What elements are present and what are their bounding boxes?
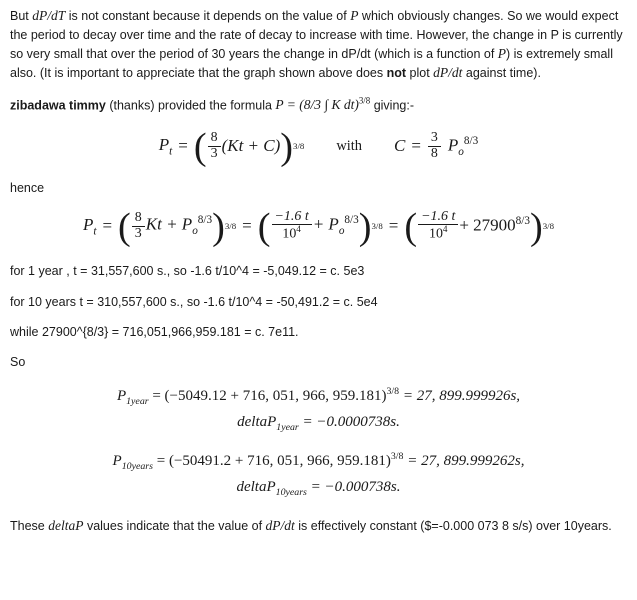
eq2-equals-1: = bbox=[102, 215, 113, 235]
text-fragment: which obviously changes. So we would expect the period to decay over time and the rate of decay to increase with time. However, the change in P is currently so very small that over the period of 30 years the change in dP/dt (which is a function of bbox=[10, 9, 623, 61]
eq3-delta-lhs bbox=[237, 414, 299, 434]
eq2-frac-16t-10e4-b bbox=[418, 210, 458, 243]
eq2-lhs-sub: t bbox=[93, 225, 97, 238]
eq2-frac2-num: −1.6 t bbox=[272, 210, 312, 226]
inline-math-dpdt: dP/dT bbox=[32, 8, 66, 23]
eq1-rhs-group bbox=[193, 125, 305, 168]
text-fragment: is effectively constant ($=-0.000 073 8 s/s) over 10years. bbox=[294, 519, 612, 534]
paragraph-conclusion bbox=[10, 516, 627, 536]
open-paren: ( bbox=[257, 205, 271, 248]
eq2-equals-3: = bbox=[388, 215, 399, 235]
eq2-term3-exp: 8/3 bbox=[515, 215, 531, 228]
paragraph-attribution bbox=[10, 95, 627, 115]
eq3-line2 bbox=[10, 412, 627, 435]
eq4-delta-sub: 10years bbox=[275, 487, 307, 499]
eq4-delta-lhs bbox=[236, 479, 307, 499]
eq1-with-label: with bbox=[336, 137, 362, 154]
eq1-po-sub: o bbox=[458, 145, 464, 158]
eq2-term-2 bbox=[257, 205, 383, 248]
inline-math-dpdt-3: dP/dt bbox=[265, 518, 295, 534]
eq1-po-exp: 8/3 bbox=[463, 134, 479, 147]
eq1-lhs-sub: t bbox=[169, 145, 173, 158]
eq2-lhs bbox=[83, 213, 97, 240]
close-paren: ) bbox=[530, 205, 543, 248]
text-ten-years: for 10 years t = 310,557,600 s., so -1.6 t/10^4 = -50,491.2 = c. 5e4 bbox=[10, 294, 378, 309]
paragraph-so bbox=[10, 353, 627, 371]
eq2-term3-plus bbox=[459, 213, 530, 238]
eq1-po-var: P bbox=[447, 135, 459, 155]
eq2-lhs-var: P bbox=[82, 214, 94, 234]
equation-pt-expansion bbox=[10, 205, 627, 248]
close-paren: ) bbox=[280, 125, 294, 168]
author-name: zibadawa timmy bbox=[10, 98, 106, 113]
eq4-tail: = 27, 899.999262s, bbox=[407, 452, 525, 469]
text-hence: hence bbox=[10, 181, 45, 196]
eq4-exponent: 3/8 bbox=[390, 450, 404, 462]
eq2-term2-sub: o bbox=[338, 225, 345, 238]
eq1-fraction-3-8 bbox=[428, 131, 441, 161]
eq2-frac-8-3 bbox=[132, 211, 145, 241]
eq4-line1 bbox=[10, 450, 627, 474]
eq2-frac-16t-10e4 bbox=[272, 210, 312, 243]
eq1-c-frac-den: 8 bbox=[430, 145, 438, 161]
open-paren: ( bbox=[193, 125, 207, 168]
eq2-frac3-den-base: 10 bbox=[428, 226, 443, 242]
text-fragment: against time). bbox=[462, 66, 541, 81]
eq4-delta-tail: = −0.000738s. bbox=[310, 479, 401, 496]
open-paren: ( bbox=[404, 205, 418, 248]
eq1-frac-num: 8 bbox=[208, 131, 221, 147]
equation-row bbox=[10, 205, 627, 248]
equation-p-1year bbox=[10, 385, 627, 436]
eq4-delta-var: deltaP bbox=[236, 479, 276, 496]
eq2-frac2-den bbox=[272, 225, 312, 242]
text-fragment: ) is extremely small also. (It is important to appreciate that the graph shown above does bbox=[10, 46, 613, 81]
eq2-frac3-den bbox=[418, 225, 458, 242]
eq2-frac2-den-base: 10 bbox=[282, 226, 297, 242]
eq2-term3-outer-exp: 3/8 bbox=[542, 220, 555, 231]
eq2-term-1 bbox=[118, 205, 237, 248]
close-paren: ) bbox=[212, 205, 225, 248]
eq2-term3-text: + 27900 bbox=[459, 216, 516, 236]
eq2-term1-body bbox=[146, 212, 212, 239]
eq1-equals: = bbox=[178, 135, 188, 155]
eq2-term1-exp: 8/3 bbox=[197, 214, 213, 227]
eq3-lhs-sub: 1year bbox=[126, 395, 149, 407]
eq1-c-equals: = bbox=[411, 135, 421, 155]
inline-formula-exponent: 3/8 bbox=[358, 95, 371, 106]
inline-math-p-2: P bbox=[497, 45, 507, 61]
eq4-body: = (−50491.2 + 716, 051, 966, 959.181) bbox=[156, 452, 391, 469]
eq1-inner: (Kt + C) bbox=[221, 135, 281, 155]
inline-formula-body: P = (8/3 ∫ K dt) bbox=[275, 97, 359, 113]
paragraph-ten-years bbox=[10, 293, 627, 311]
eq1-frac-den: 3 bbox=[210, 145, 218, 161]
paragraph-constant-value bbox=[10, 323, 627, 341]
text-one-year: for 1 year , t = 31,557,600 s., so -1.6 t/10^4 = -5,049.12 = c. 5e3 bbox=[10, 264, 365, 279]
eq3-lhs-var: P bbox=[116, 387, 127, 404]
eq2-frac2-den-exp: 4 bbox=[296, 224, 301, 235]
eq2-term1-text: Kt + P bbox=[145, 215, 193, 235]
eq4-line2 bbox=[10, 477, 627, 500]
paragraph-one-year bbox=[10, 262, 627, 280]
eq3-lhs bbox=[116, 387, 149, 407]
text-fragment: But bbox=[10, 9, 33, 23]
eq2-term2-exp: 8/3 bbox=[344, 214, 359, 227]
paragraph-hence bbox=[10, 179, 627, 197]
eq3-line1 bbox=[10, 385, 627, 409]
eq1-lhs-var: P bbox=[158, 134, 170, 154]
open-paren: ( bbox=[118, 205, 131, 248]
equation-pt-definition bbox=[10, 125, 627, 168]
eq2-term2-outer-exp: 3/8 bbox=[371, 220, 383, 231]
eq2-frac3-num: −1.6 t bbox=[418, 210, 458, 226]
eq4-lhs-var: P bbox=[112, 452, 122, 469]
equation-p-10years bbox=[10, 450, 627, 501]
inline-math-dpdt-2: dP/dt bbox=[433, 65, 463, 81]
text-fragment: plot bbox=[406, 66, 434, 81]
inline-math-deltap: deltaP bbox=[48, 518, 84, 534]
text-so: So bbox=[10, 354, 26, 369]
paragraph-dpdt-not-constant bbox=[10, 6, 627, 83]
emphasis-not: not bbox=[386, 66, 407, 81]
text-fragment: (thanks) provided the formula bbox=[105, 98, 276, 113]
equation-row bbox=[10, 125, 627, 168]
eq2-term-3 bbox=[404, 205, 555, 248]
eq3-body: = (−5049.12 + 716, 051, 966, 959.181) bbox=[152, 387, 387, 404]
eq3-tail: = 27, 899.999926s, bbox=[402, 387, 521, 404]
inline-formula-integral bbox=[275, 97, 370, 112]
eq2-term2-plus bbox=[313, 212, 359, 239]
eq2-equals-2: = bbox=[242, 215, 252, 235]
inline-math-p: P bbox=[350, 8, 359, 23]
eq4-lhs-sub: 10years bbox=[121, 460, 153, 472]
close-paren: ) bbox=[358, 205, 372, 248]
text-fragment: values indicate that the value of bbox=[83, 519, 266, 534]
eq1-c-frac-num: 3 bbox=[428, 131, 441, 147]
eq4-lhs bbox=[112, 452, 153, 472]
eq1-lhs bbox=[159, 133, 173, 160]
eq2-frac3-den-exp: 4 bbox=[442, 224, 448, 235]
eq2-frac-den: 3 bbox=[134, 225, 142, 241]
eq1-exponent: 3/8 bbox=[293, 140, 305, 151]
eq3-delta-sub: 1year bbox=[276, 422, 299, 434]
eq3-delta-var: deltaP bbox=[237, 414, 277, 431]
text-fragment: These bbox=[10, 519, 49, 534]
eq1-po-term bbox=[448, 133, 478, 160]
eq1-c-var: C bbox=[393, 135, 406, 155]
eq2-term1-sub: o bbox=[192, 225, 198, 238]
text-fragment: is not constant because it depends on the value of bbox=[65, 9, 351, 23]
eq2-term1-outer-exp: 3/8 bbox=[224, 220, 237, 231]
eq1-fraction-8-3 bbox=[208, 131, 221, 161]
eq3-delta-tail: = −0.0000738s. bbox=[302, 414, 400, 431]
text-constant-value: while 27900^{8/3} = 716,051,966,959.181 = c. 7e11. bbox=[10, 324, 299, 339]
eq2-frac-num: 8 bbox=[132, 211, 145, 227]
eq3-exponent: 3/8 bbox=[386, 385, 400, 397]
eq2-term2-text: + P bbox=[312, 215, 339, 235]
text-fragment: giving:- bbox=[370, 98, 415, 113]
